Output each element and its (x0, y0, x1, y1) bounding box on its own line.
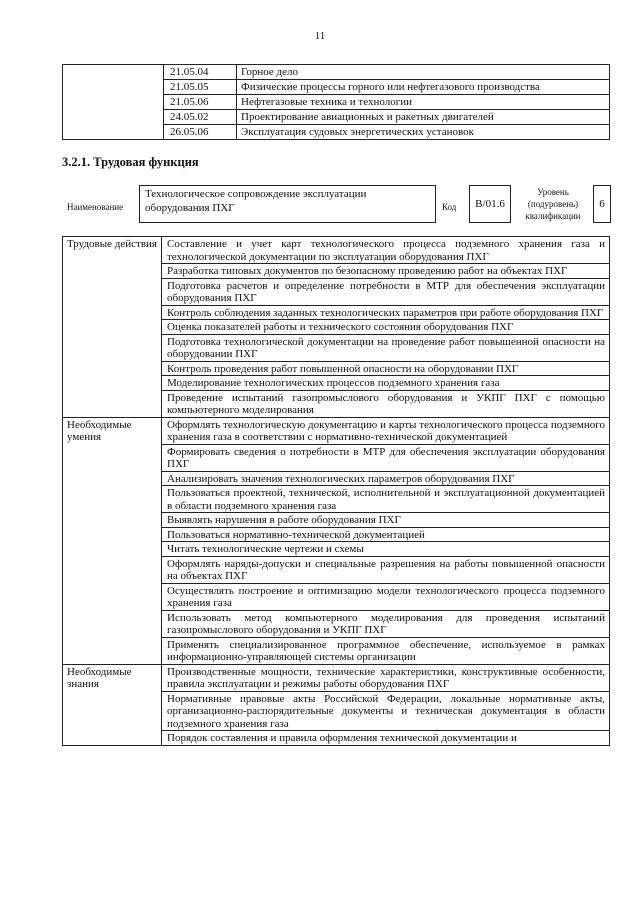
requirement-item: Пользоваться нормативно-технической документацией (162, 527, 610, 542)
specialty-code: 26.05.06 (164, 125, 237, 140)
qualification-level-label: Уровень (подуровень) квалификации (525, 187, 581, 221)
function-code-label: Код (442, 202, 457, 212)
requirement-item: Формировать сведения о потребности в МТР для обеспечения эксплуатации оборудования ПХГ (162, 444, 610, 471)
requirement-item: Выявлять нарушения в работе оборудования ПХГ (162, 513, 610, 528)
requirement-item: Подготовка расчетов и определение потребности в МТР для обеспечения эксплуатации оборудования ПХГ (162, 278, 610, 305)
code-row (63, 65, 610, 80)
requirement-item: Разработка типовых документов по безопасному проведению работ на объектах ПХГ (162, 264, 610, 279)
requirement-item: Осуществлять построение и оптимизацию модели технологического процесса подземного хранения газа (162, 583, 610, 610)
requirement-item: Анализировать значения технологических параметров оборудования ПХГ (162, 471, 610, 486)
requirement-item: Порядок составления и правила оформления технической документации и (162, 731, 610, 746)
category-label: Необходимые знания (63, 664, 162, 745)
table-row (63, 237, 610, 264)
requirement-item: Производственные мощности, технические характеристики, конструктивные особенности, правила эксплуатации и режимы работы оборудования ПХГ (162, 664, 610, 691)
qualification-level: 6 (593, 185, 611, 223)
requirement-item: Составление и учет карт технологического процесса подземного хранения газа и технологической документации по эксплуатации оборудования ПХГ (162, 237, 610, 264)
requirement-item: Подготовка технологической документации на проведение работ повышенной опасности на оборудовании ПХГ (162, 334, 610, 361)
requirement-item: Применять специализированное программное обеспечение, используемое в рамках информационно-управляющей системы организации (162, 637, 610, 664)
requirement-item: Нормативные правовые акты Российской Федерации, локальные нормативные акты, организационно-распорядительные документы и техническая документация в области подземного хранения газа (162, 691, 610, 731)
requirement-item: Проведение испытаний газопромыслового оборудования и УКПГ ПХГ с помощью компьютерного моделирования (162, 390, 610, 417)
section-title: 3.2.1. Трудовая функция (62, 155, 199, 169)
page-number: 11 (314, 30, 326, 42)
specialty-name: Проектирование авиационных и ракетных двигателей (237, 110, 610, 125)
table-row (63, 417, 610, 444)
requirement-item: Контроль соблюдения заданных технологических параметров при работе оборудования ПХГ (162, 305, 610, 320)
specialty-code: 21.05.06 (164, 95, 237, 110)
requirement-item: Пользоваться проектной, технической, исполнительной и эксплуатационной документацией в области подземного хранения газа (162, 486, 610, 513)
specialty-codes-table (62, 64, 610, 140)
specialty-code: 24.05.02 (164, 110, 237, 125)
function-details-table (62, 236, 610, 746)
requirement-item: Оформлять технологическую документацию и карты технологического процесса подземного хранения газа в соответствии с нормативно-технической документацией (162, 417, 610, 444)
blank-cell (63, 65, 164, 140)
function-name: Технологическое сопровождение эксплуатации оборудования ПХГ (139, 185, 436, 223)
requirement-item: Использовать метод компьютерного моделирования для проведения испытаний газопромыслового оборудования и УКПГ ПХГ (162, 610, 610, 637)
function-name-label: Наименование (67, 202, 124, 212)
requirement-item: Читать технологические чертежи и схемы (162, 542, 610, 557)
specialty-name: Эксплуатация судовых энергетических установок (237, 125, 610, 140)
specialty-code: 21.05.04 (164, 65, 237, 80)
requirement-item: Контроль проведения работ повышенной опасности на оборудовании ПХГ (162, 361, 610, 376)
requirement-item: Оценка показателей работы и технического состояния оборудования ПХГ (162, 320, 610, 335)
requirement-item: Моделирование технологических процессов подземного хранения газа (162, 376, 610, 391)
specialty-name: Горное дело (237, 65, 610, 80)
function-code: В/01.6 (469, 185, 511, 223)
specialty-name: Нефтегазовые техника и технологии (237, 95, 610, 110)
category-label: Трудовые действия (63, 237, 162, 418)
requirement-item: Оформлять наряды-допуски и специальные разрешения на работы повышенной опасности на объектах ПХГ (162, 556, 610, 583)
specialty-code: 21.05.05 (164, 80, 237, 95)
specialty-name: Физические процессы горного или нефтегазового производства (237, 80, 610, 95)
table-row (63, 664, 610, 691)
category-label: Необходимые умения (63, 417, 162, 664)
